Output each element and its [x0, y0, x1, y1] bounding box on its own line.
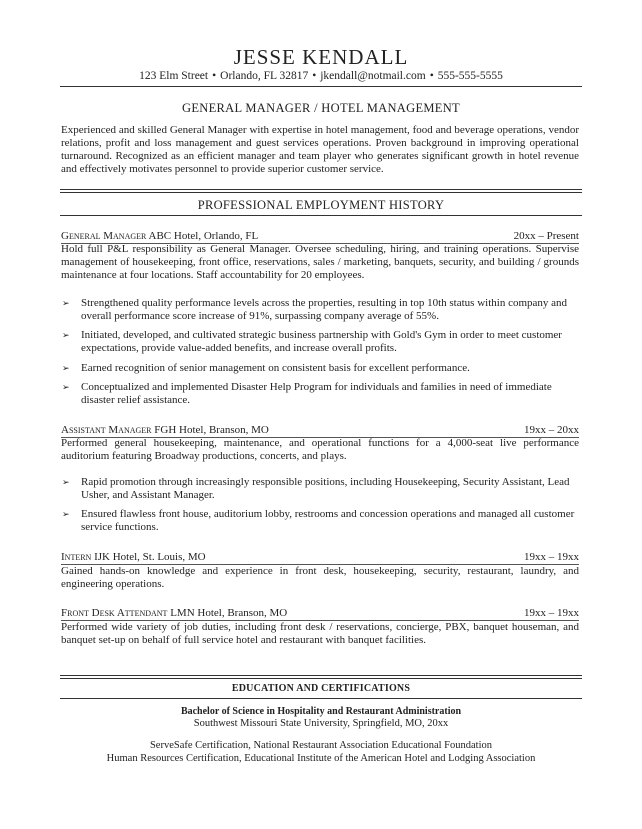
section-divider: [60, 192, 582, 193]
list-item: ➢ Rapid promotion through increasingly responsible positions, including Housekeeping, Security Assistant, Lead Usher, and Assistant Manager.: [62, 476, 570, 501]
email-address: jkendall@notmail.com: [320, 70, 426, 82]
job-achievements: [61, 476, 579, 541]
job-description: Gained hands-on knowledge and experience in front desk, housekeeping, security, restaurant, laundry, and engineering operations.: [61, 565, 579, 591]
experience-section-title: PROFESSIONAL EMPLOYMENT HISTORY: [197, 198, 445, 212]
degree: Bachelor of Science in Hospitality and Restaurant Administration: [180, 706, 462, 717]
separator-dot: •: [212, 70, 217, 82]
arrow-bullet-icon: ➢: [62, 298, 70, 308]
job-employer: FGH Hotel, Branson, MO: [154, 424, 269, 436]
job-dates: 19xx – 19xx: [524, 607, 579, 619]
list-item: ➢ Initiated, developed, and cultivated strategic business partnership with Gold's Gym in order to meet customer expectations, provide value-added benefits, and increase overall profits.: [62, 329, 562, 355]
arrow-bullet-icon: ➢: [62, 382, 70, 393]
job-title: Front Desk Attendant: [61, 607, 168, 619]
arrow-bullet-icon: ➢: [62, 362, 70, 373]
job-header: [61, 607, 579, 621]
contact-line: [0, 70, 642, 82]
job-dates: 19xx – 19xx: [524, 551, 579, 563]
job-title: Assistant Manager: [61, 424, 152, 436]
section-divider: [60, 698, 582, 699]
separator-dot: •: [429, 70, 434, 82]
arrow-bullet-icon: ➢: [62, 509, 70, 520]
list-item: ➢ Ensured flawless front house, auditorium lobby, restrooms and concession operations and managed all customer service functions.: [62, 508, 575, 534]
separator-dot: •: [312, 70, 317, 82]
section-divider: [60, 675, 582, 676]
list-item: ➢ Strengthened quality performance levels across the properties, resulting in top 10th status within company and overall performance score increase of 91%, surpassing company average of 55%.: [62, 297, 568, 322]
job-dates: 20xx – Present: [513, 230, 579, 242]
job-description: Hold full P&L responsibility as General Manager. Oversee scheduling, hiring, and training operations. Supervise management of housekeeping, front office, reservations, sales / marketing, banquets, security, and building / grounds maintenance at four locations. Staff accountability for 20 employees.: [61, 243, 579, 282]
arrow-bullet-icon: ➢: [62, 330, 70, 341]
header-divider: [60, 86, 582, 87]
job-description: Performed wide variety of job duties, including front desk / reservations, concierge, PBX, banquet houseman, and banquet set-up on behalf of full service hotel and restaurant with banquet facilities.: [61, 621, 579, 647]
job-achievements: [61, 297, 579, 414]
phone-number: 555-555-5555: [437, 70, 503, 82]
section-divider: [60, 215, 582, 216]
job-header: [61, 424, 579, 438]
job-header: [61, 551, 579, 565]
job-header: [61, 230, 579, 244]
street-address: 123 Elm Street: [139, 70, 209, 82]
city-state-zip: Orlando, FL 32817: [220, 70, 309, 82]
list-item: ➢ Conceptualized and implemented Disaster Help Program for individuals and families in need of immediate disaster relief assistance.: [62, 381, 552, 407]
certification-item: Human Resources Certification, Educational Institute of the American Hotel and Lodging Association: [106, 753, 536, 764]
school: Southwest Missouri State University, Springfield, MO, 20xx: [193, 718, 449, 729]
certification-item: ServeSafe Certification, National Restaurant Association Educational Foundation: [149, 740, 493, 751]
job-employer: IJK Hotel, St. Louis, MO: [94, 551, 206, 563]
section-divider: [60, 678, 582, 679]
candidate-name: JESSE KENDALL: [233, 45, 409, 69]
professional-headline: GENERAL MANAGER / HOTEL MANAGEMENT: [182, 101, 460, 115]
education-section-title: EDUCATION AND CERTIFICATIONS: [231, 683, 411, 694]
job-title: General Manager: [61, 230, 147, 242]
job-employer: LMN Hotel, Branson, MO: [170, 607, 288, 619]
list-item: ➢ Earned recognition of senior management on consistent basis for excellent performance.: [62, 361, 470, 374]
job-dates: 19xx – 20xx: [524, 424, 579, 436]
arrow-bullet-icon: ➢: [62, 477, 70, 487]
job-employer: ABC Hotel, Orlando, FL: [148, 230, 259, 242]
job-description: Performed general housekeeping, maintenance, and operational functions for a 4,000-seat live performance auditorium featuring Broadway productions, concerts, and plays.: [61, 437, 579, 463]
job-title: Intern: [61, 551, 92, 563]
summary-paragraph: Experienced and skilled General Manager with expertise in hotel management, food and beverage operations, vendor relations, profit and loss management and guest services operations. Proven background in improving operational turnaround. Recognized as an efficient manager and team player who generates significant growth in hotel revenue and effectively motivates personnel to provide superior customer service.: [61, 124, 579, 176]
section-divider: [60, 189, 582, 190]
